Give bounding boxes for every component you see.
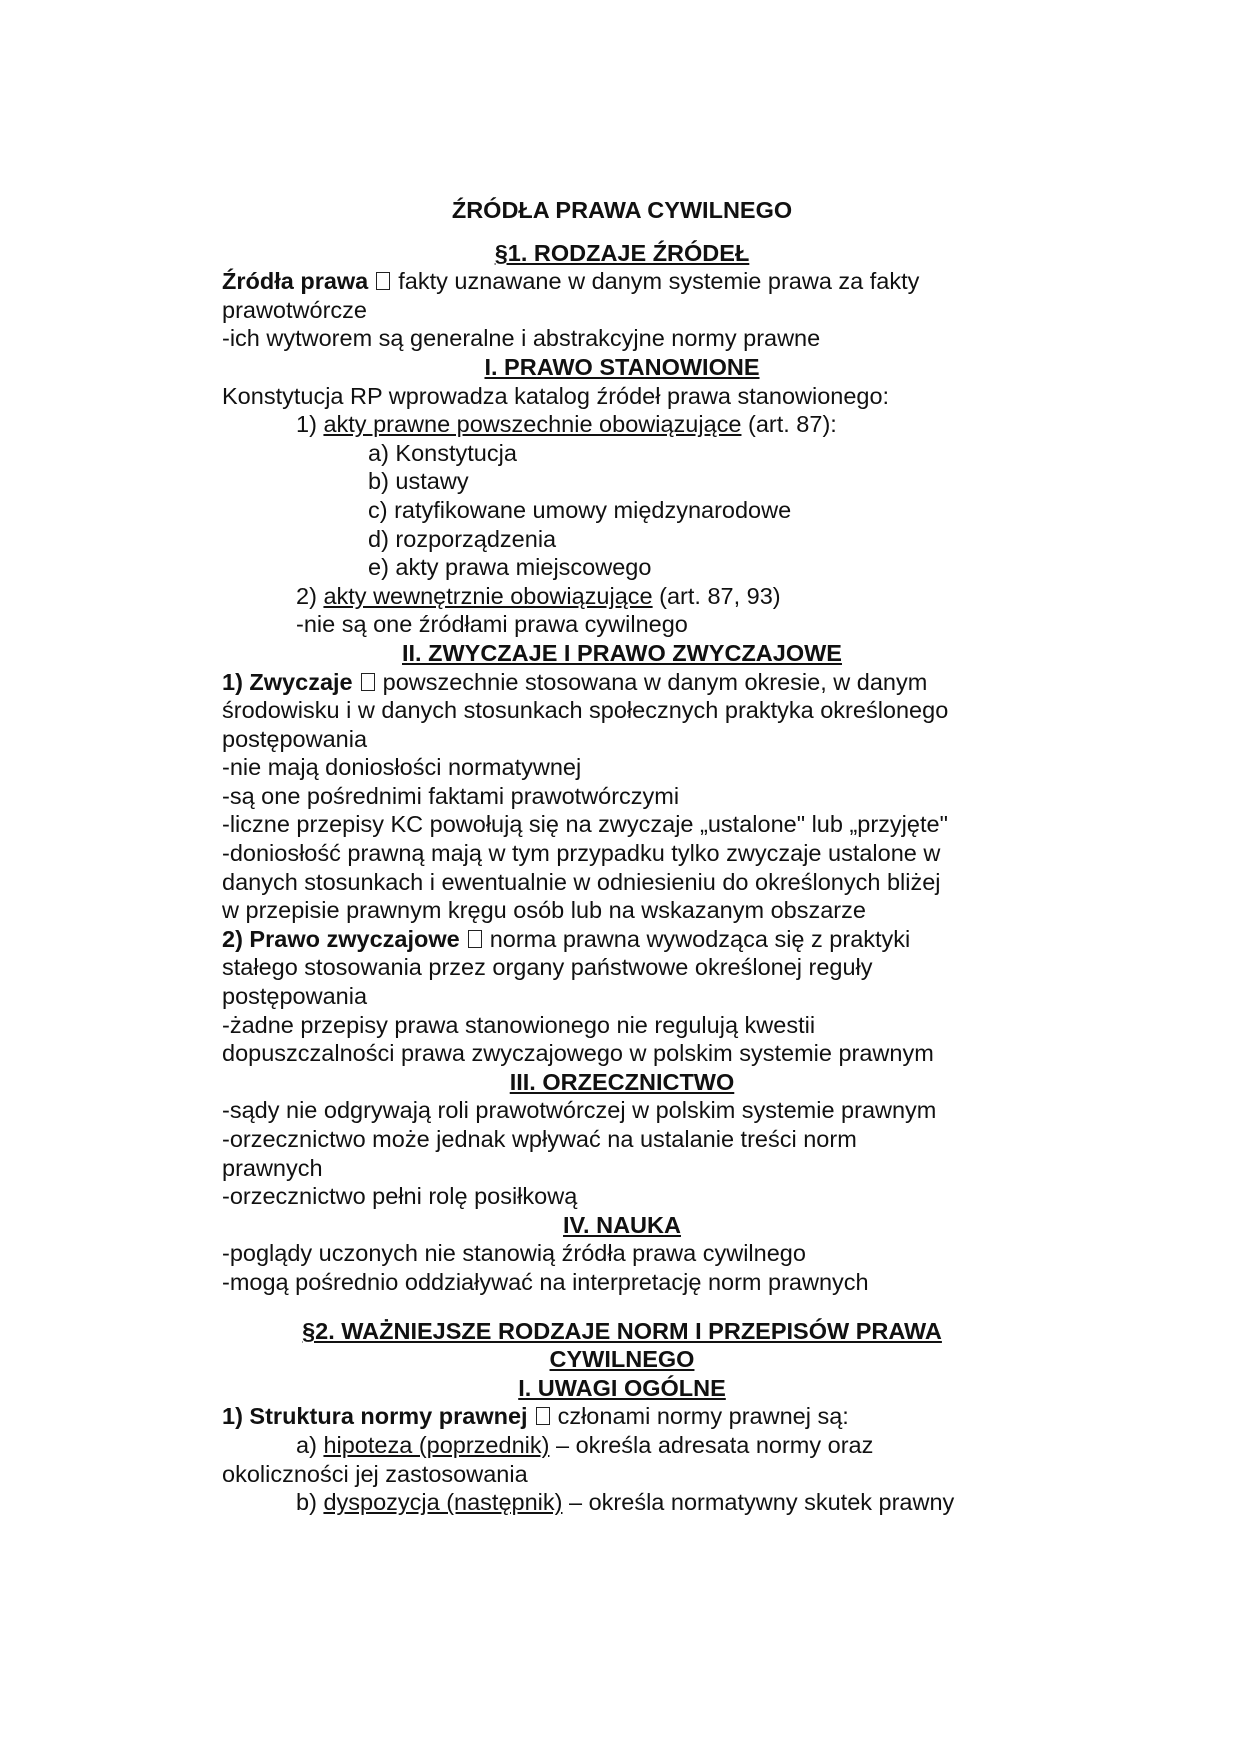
paragraph-line: okoliczności jej zastosowania [222,1460,528,1487]
paragraph-line: postępowania [222,725,368,752]
missing-glyph-icon [361,673,375,691]
subsection-heading-science: IV. NAUKA [563,1211,681,1238]
list-item [222,582,1022,611]
missing-glyph-icon [468,930,482,948]
document-body [222,196,1022,1517]
paragraph-line: środowisku i w danych stosunkach społecznych praktyka określonego [222,697,949,724]
paragraph-line: -nie mają doniosłości normatywnej [222,754,582,781]
list-number: 2) [296,582,317,609]
definition-text: powszechnie stosowana w danym okresie, w danym [382,668,928,695]
list-text: – określa normatywny skutek prawny [569,1489,955,1516]
subsection-heading-statutory: I. PRAWO STANOWIONE [484,353,760,380]
statutory-intro: Konstytucja RP wprowadza katalog źródeł prawa stanowionego: [222,382,890,409]
paragraph-line: -doniosłość prawną mają w tym przypadku tylko zwyczaje ustalone w [222,840,941,867]
article-ref: (art. 87): [748,411,837,438]
paragraph-line: postępowania [222,983,368,1010]
list-number: 1) [296,411,317,438]
definition-cont: prawotwórcze [222,296,367,323]
definition-note: -ich wytworem są generalne i abstrakcyjne normy prawne [222,325,821,352]
paragraph-line: -poglądy uczonych nie stanowią źródła prawa cywilnego [222,1240,806,1267]
structure-definition [222,1402,1022,1431]
subsection-heading-customs: II. ZWYCZAJE I PRAWO ZWYCZAJOWE [402,639,842,666]
list-item [222,410,1022,439]
definition-sources [222,267,1022,296]
term-link: hipoteza (poprzednik) [323,1431,550,1458]
term-link: akty wewnętrznie obowiązujące [323,582,653,609]
list-item [222,1431,1022,1460]
missing-glyph-icon [536,1407,550,1425]
customs-definition [222,668,1022,697]
definition-text: fakty uznawane w danym systemie prawa za fakty [398,268,920,295]
section-heading-2: §2. WAŻNIEJSZE RODZAJE NORM I PRZEPISÓW PRAWA [302,1317,942,1344]
paragraph-line: dopuszczalności prawa zwyczajowego w polskim systemie prawnym [222,1040,934,1067]
customary-law-definition [222,925,1022,954]
term-customs: 1) Zwyczaje [222,668,353,695]
definition-text: członami normy prawnej są: [557,1403,849,1430]
list-number: b) [296,1489,317,1516]
paragraph-line: -żadne przepisy prawa stanowionego nie regulują kwestii [222,1011,816,1038]
list-number: a) [296,1431,317,1458]
paragraph-line: danych stosunkach i ewentualnie w odniesieniu do określonych bliżej [222,868,941,895]
paragraph-line: -orzecznictwo może jednak wpływać na ustalanie treści norm [222,1126,857,1152]
sub-list-item: c) ratyfikowane umowy międzynarodowe [368,496,792,523]
list-item [222,1488,1022,1517]
paragraph-line: -sądy nie odgrywają roli prawotwórczej w polskim systemie prawnym [222,1097,937,1124]
sub-list-item: e) akty prawa miejscowego [368,554,652,581]
paragraph-line: -liczne przepisy KC powołują się na zwyczaje „ustalone" lub „przyjęte" [222,811,948,838]
sub-list-item: d) rozporządzenia [368,525,557,552]
term-structure: 1) Struktura normy prawnej [222,1403,528,1430]
subsection-heading-general: I. UWAGI OGÓLNE [518,1374,726,1401]
section-heading-1: §1. RODZAJE ŹRÓDEŁ [494,239,750,266]
paragraph-line: -są one pośrednimi faktami prawotwórczymi [222,782,680,809]
paragraph-line: -orzecznictwo pełni rolę posiłkową [222,1183,578,1210]
article-ref: (art. 87, 93) [659,582,781,609]
term-customary-law: 2) Prawo zwyczajowe [222,925,460,952]
paragraph-line: -mogą pośrednio oddziaływać na interpretację norm prawnych [222,1268,869,1295]
sub-list-item: a) Konstytucja [368,439,517,466]
term-link: dyspozycja (następnik) [323,1489,563,1516]
paragraph-line: stałego stosowania przez organy państwowe określonej reguły [222,954,873,981]
list-note: -nie są one źródłami prawa cywilnego [296,611,688,638]
paragraph-line: w przepisie prawnym kręgu osób lub na wskazanym obszarze [222,897,866,924]
sub-list-item: b) ustawy [368,468,469,495]
section-heading-2-cont: CYWILNEGO [549,1346,695,1373]
missing-glyph-icon [376,272,390,290]
document-title: ŹRÓDŁA PRAWA CYWILNEGO [451,197,793,223]
term-link: akty prawne powszechnie obowiązujące [323,411,742,438]
subsection-heading-case-law: III. ORZECZNICTWO [509,1068,735,1095]
term-sources: Źródła prawa [222,268,369,295]
list-text: – określa adresata normy oraz [555,1431,874,1458]
paragraph-line: prawnych [222,1154,323,1181]
definition-text: norma prawna wywodząca się z praktyki [489,925,911,952]
